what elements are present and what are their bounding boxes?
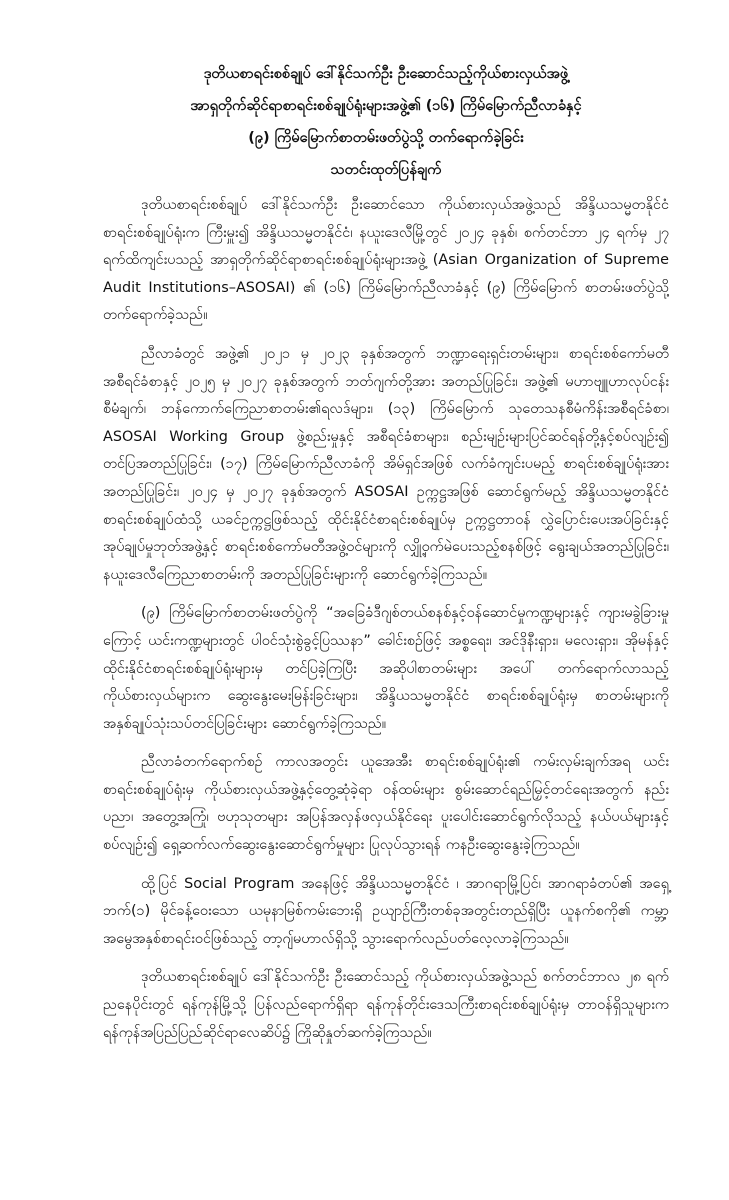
- heading-line-1: ဒုတိယစာရင်းစစ်ချုပ် ဒေါ်နိုင်သက်ဦး ဦးဆောင်သည့်ကိုယ်စားလှယ်အဖွဲ့: [203, 66, 569, 82]
- paragraph-delegation-attendance: ဒုတိယစာရင်းစစ်ချုပ် ဒေါ်နိုင်သက်ဦး ဦးဆောင်သော ကိုယ်စားလှယ်အဖွဲ့သည် အိန္ဒိယသမ္မတနိုင်ငံစာရင်းစစ်ချုပ်ရုံးက ကြီးမှူး၍ အိန္ဒိယသမ္မတနိုင်ငံ၊ နယူးဒေလီမြို့တွင် ၂၀၂၄ ခုနှစ်၊ စက်တင်ဘာ ၂၄ ရက်မှ ၂၇ ရက်ထိကျင်းပသည့် အာရှတိုက်ဆိုင်ရာစာရင်းစစ်ချုပ်ရုံးများအဖွဲ့ (Asian Organization of Supreme Audit Institutions–ASOSAI) ၏ (၁၆) ကြိမ်မြောက်ညီလာခံနှင့် (၉) ကြိမ်မြောက် စာတမ်းဖတ်ပွဲသို့ တက်ရောက်ခဲ့သည်။: [103, 197, 669, 324]
- paragraph-assembly-agenda: ညီလာခံတွင် အဖွဲ့၏ ၂၀၂၁ မှ ၂၀၂၃ ခုနှစ်အတွက် ဘဏ္ဍာရေးရှင်းတမ်းများ၊ စာရင်းစစ်ကော်မတီအစီရင်ခံစာနှင့် ၂၀၂၅ မှ ၂၀၂၇ ခုနှစ်အတွက် ဘတ်ဂျက်တို့အား အတည်ပြုခြင်း၊ အဖွဲ့၏ မဟာဗျူဟာလုပ်ငန်းစီမံချက်၊ ဘန်ကောက်ကြေညာစာတမ်း၏ရလဒ်များ၊ (၁၃) ကြိမ်မြောက် သုတေသနစီမံကိန်းအစီရင်ခံစာ၊ ASOSAI Working Group ဖွဲ့စည်းမှုနှင့် အစီရင်ခံစာများ၊ စည်းမျဉ်းများပြင်ဆင်ရန်တို့နှင့်စပ်လျဉ်း၍ တင်ပြအတည်ပြုခြင်း၊ (၁၇) ကြိမ်မြောက်ညီလာခံကို အိမ်ရှင်အဖြစ် လက်ခံကျင်းပမည့် စာရင်းစစ်ချုပ်ရုံးအား အတည်ပြုခြင်း၊ ၂၀၂၄ မှ ၂၀၂၇ ခုနှစ်အတွက် ASOSAI ဥက္ကဋ္ဌအဖြစ် ဆောင်ရွက်မည့် အိန္ဒိယသမ္မတနိုင်ငံစာရင်းစစ်ချုပ်ထံသို့ ယခင်ဥက္ကဋ္ဌဖြစ်သည့် ထိုင်းနိုင်ငံစာရင်းစစ်ချုပ်မှ ဥက္ကဋ္ဌတာဝန် လွှဲပြောင်းပေးအပ်ခြင်းနှင့် အုပ်ချုပ်မှုဘုတ်အဖွဲ့နှင့် စာရင်းစစ်ကော်မတီအဖွဲ့ဝင်များကို လျှို့ဝှက်မဲပေးသည့်စနစ်ဖြင့် ရွေးချယ်အတည်ပြုခြင်း၊ နယူးဒေလီကြေညာစာတမ်းကို အတည်ပြုခြင်းများကို ဆောင်ရွက်ခဲ့ကြသည်။: [103, 345, 669, 583]
- paragraph-uae-meeting: ညီလာခံတက်ရောက်စဉ် ကာလအတွင်း ယူအေအီး စာရင်းစစ်ချုပ်ရုံး၏ ကမ်းလှမ်းချက်အရ ယင်းစာရင်းစစ်ချုပ်ရုံးမှ ကိုယ်စားလှယ်အဖွဲ့နှင့်တွေ့ဆုံခဲ့ရာ ဝန်ထမ်းများ စွမ်းဆောင်ရည်မြှင့်တင်ရေးအတွက် နည်းပညာ၊ အတွေ့အကြုံ၊ ဗဟုသုတများ အပြန်အလှန်ဖလှယ်နိုင်ရေး ပူးပေါင်းဆောင်ရွက်လိုသည့် နယ်ပယ်များနှင့်စပ်လျဉ်း၍ ရှေ့ဆက်လက်ဆွေးနွေးဆောင်ရွက်မှုများ ပြုလုပ်သွားရန် ကနဦးဆွေးနွေးခဲ့ကြသည်။: [103, 754, 669, 854]
- heading-line-3: (၉) ကြိမ်မြောက်စာတမ်းဖတ်ပွဲသို့ တက်ရောက်ခဲ့ခြင်း: [248, 130, 524, 146]
- paragraph-symposium: (၉) ကြိမ်မြောက်စာတမ်းဖတ်ပွဲကို “အခြေခံဒီဂျစ်တယ်စနစ်နှင့်ဝန်ဆောင်မှုကဏ္ဍများနှင့် ကျားမခွဲခြားမှုကြောင့် ယင်းကဏ္ဍများတွင် ပါဝင်သုံးစွဲခွင့်ပြဿနာ” ခေါင်းစဉ်ဖြင့် အစ္စရေး၊ အင်ဒိုနီးရှား၊ မလေးရှား၊ အိုမန်နှင့် ထိုင်းနိုင်ငံစာရင်းစစ်ချုပ်ရုံးများမှ တင်ပြခဲ့ကြပြီး အဆိုပါစာတမ်းများ အပေါ် တက်ရောက်လာသည့် ကိုယ်စားလှယ်များက ဆွေးနွေးမေးမြန်းခြင်းများ၊ အိန္ဒိယသမ္မတနိုင်ငံ စာရင်းစစ်ချုပ်ရုံးမှ စာတမ်းများကို အနှစ်ချုပ်သုံးသပ်တင်ပြခြင်းများ ဆောင်ရွက်ခဲ့ကြသည်။: [103, 605, 669, 732]
- heading-line-2: အာရှတိုက်ဆိုင်ရာစာရင်းစစ်ချုပ်ရုံးများအဖွဲ့၏ (၁၆) ကြိမ်မြောက်ညီလာခံနှင့်: [190, 98, 582, 114]
- document-heading: [103, 58, 669, 186]
- paragraph-social-program: ထို့ပြင် Social Program အနေဖြင့် အိန္ဒိယသမ္မတနိုင်ငံ ၊ အာဂရာမြို့ပြင်၊ အာဂရာခံတပ်၏ အရှေ့ဘက်(၁) မိုင်ခန့်ဝေးသော ယမုနာမြစ်ကမ်းဘေးရှိ ဥယျာဉ်ကြီးတစ်ခုအတွင်းတည်ရှိပြီး ယူနက်စကို၏ ကမ္ဘာ့အမွေအနှစ်စာရင်းဝင်ဖြစ်သည့် တာ့ဂျ်မဟာလ်ရှိသို့ သွားရောက်လည်ပတ်လေ့လာခဲ့ကြသည်။: [103, 875, 669, 947]
- press-release-label: သတင်းထုတ်ပြန်ချက်: [330, 162, 442, 178]
- paragraph-return-arrival: ဒုတိယစာရင်းစစ်ချုပ် ဒေါ်နိုင်သက်ဦး ဦးဆောင်သည့် ကိုယ်စားလှယ်အဖွဲ့သည် စက်တင်ဘာလ ၂၈ ရက် ညနေပိုင်းတွင် ရန်ကုန်မြို့သို့ ပြန်လည်ရောက်ရှိရာ ရန်ကုန်တိုင်းဒေသကြီးစာရင်းစစ်ချုပ်ရုံးမှ တာဝန်ရှိသူများက ရန်ကုန်အပြည်ပြည်ဆိုင်ရာလေဆိပ်၌ ကြိုဆိုနှုတ်ဆက်ခဲ့ကြသည်။: [103, 969, 669, 1041]
